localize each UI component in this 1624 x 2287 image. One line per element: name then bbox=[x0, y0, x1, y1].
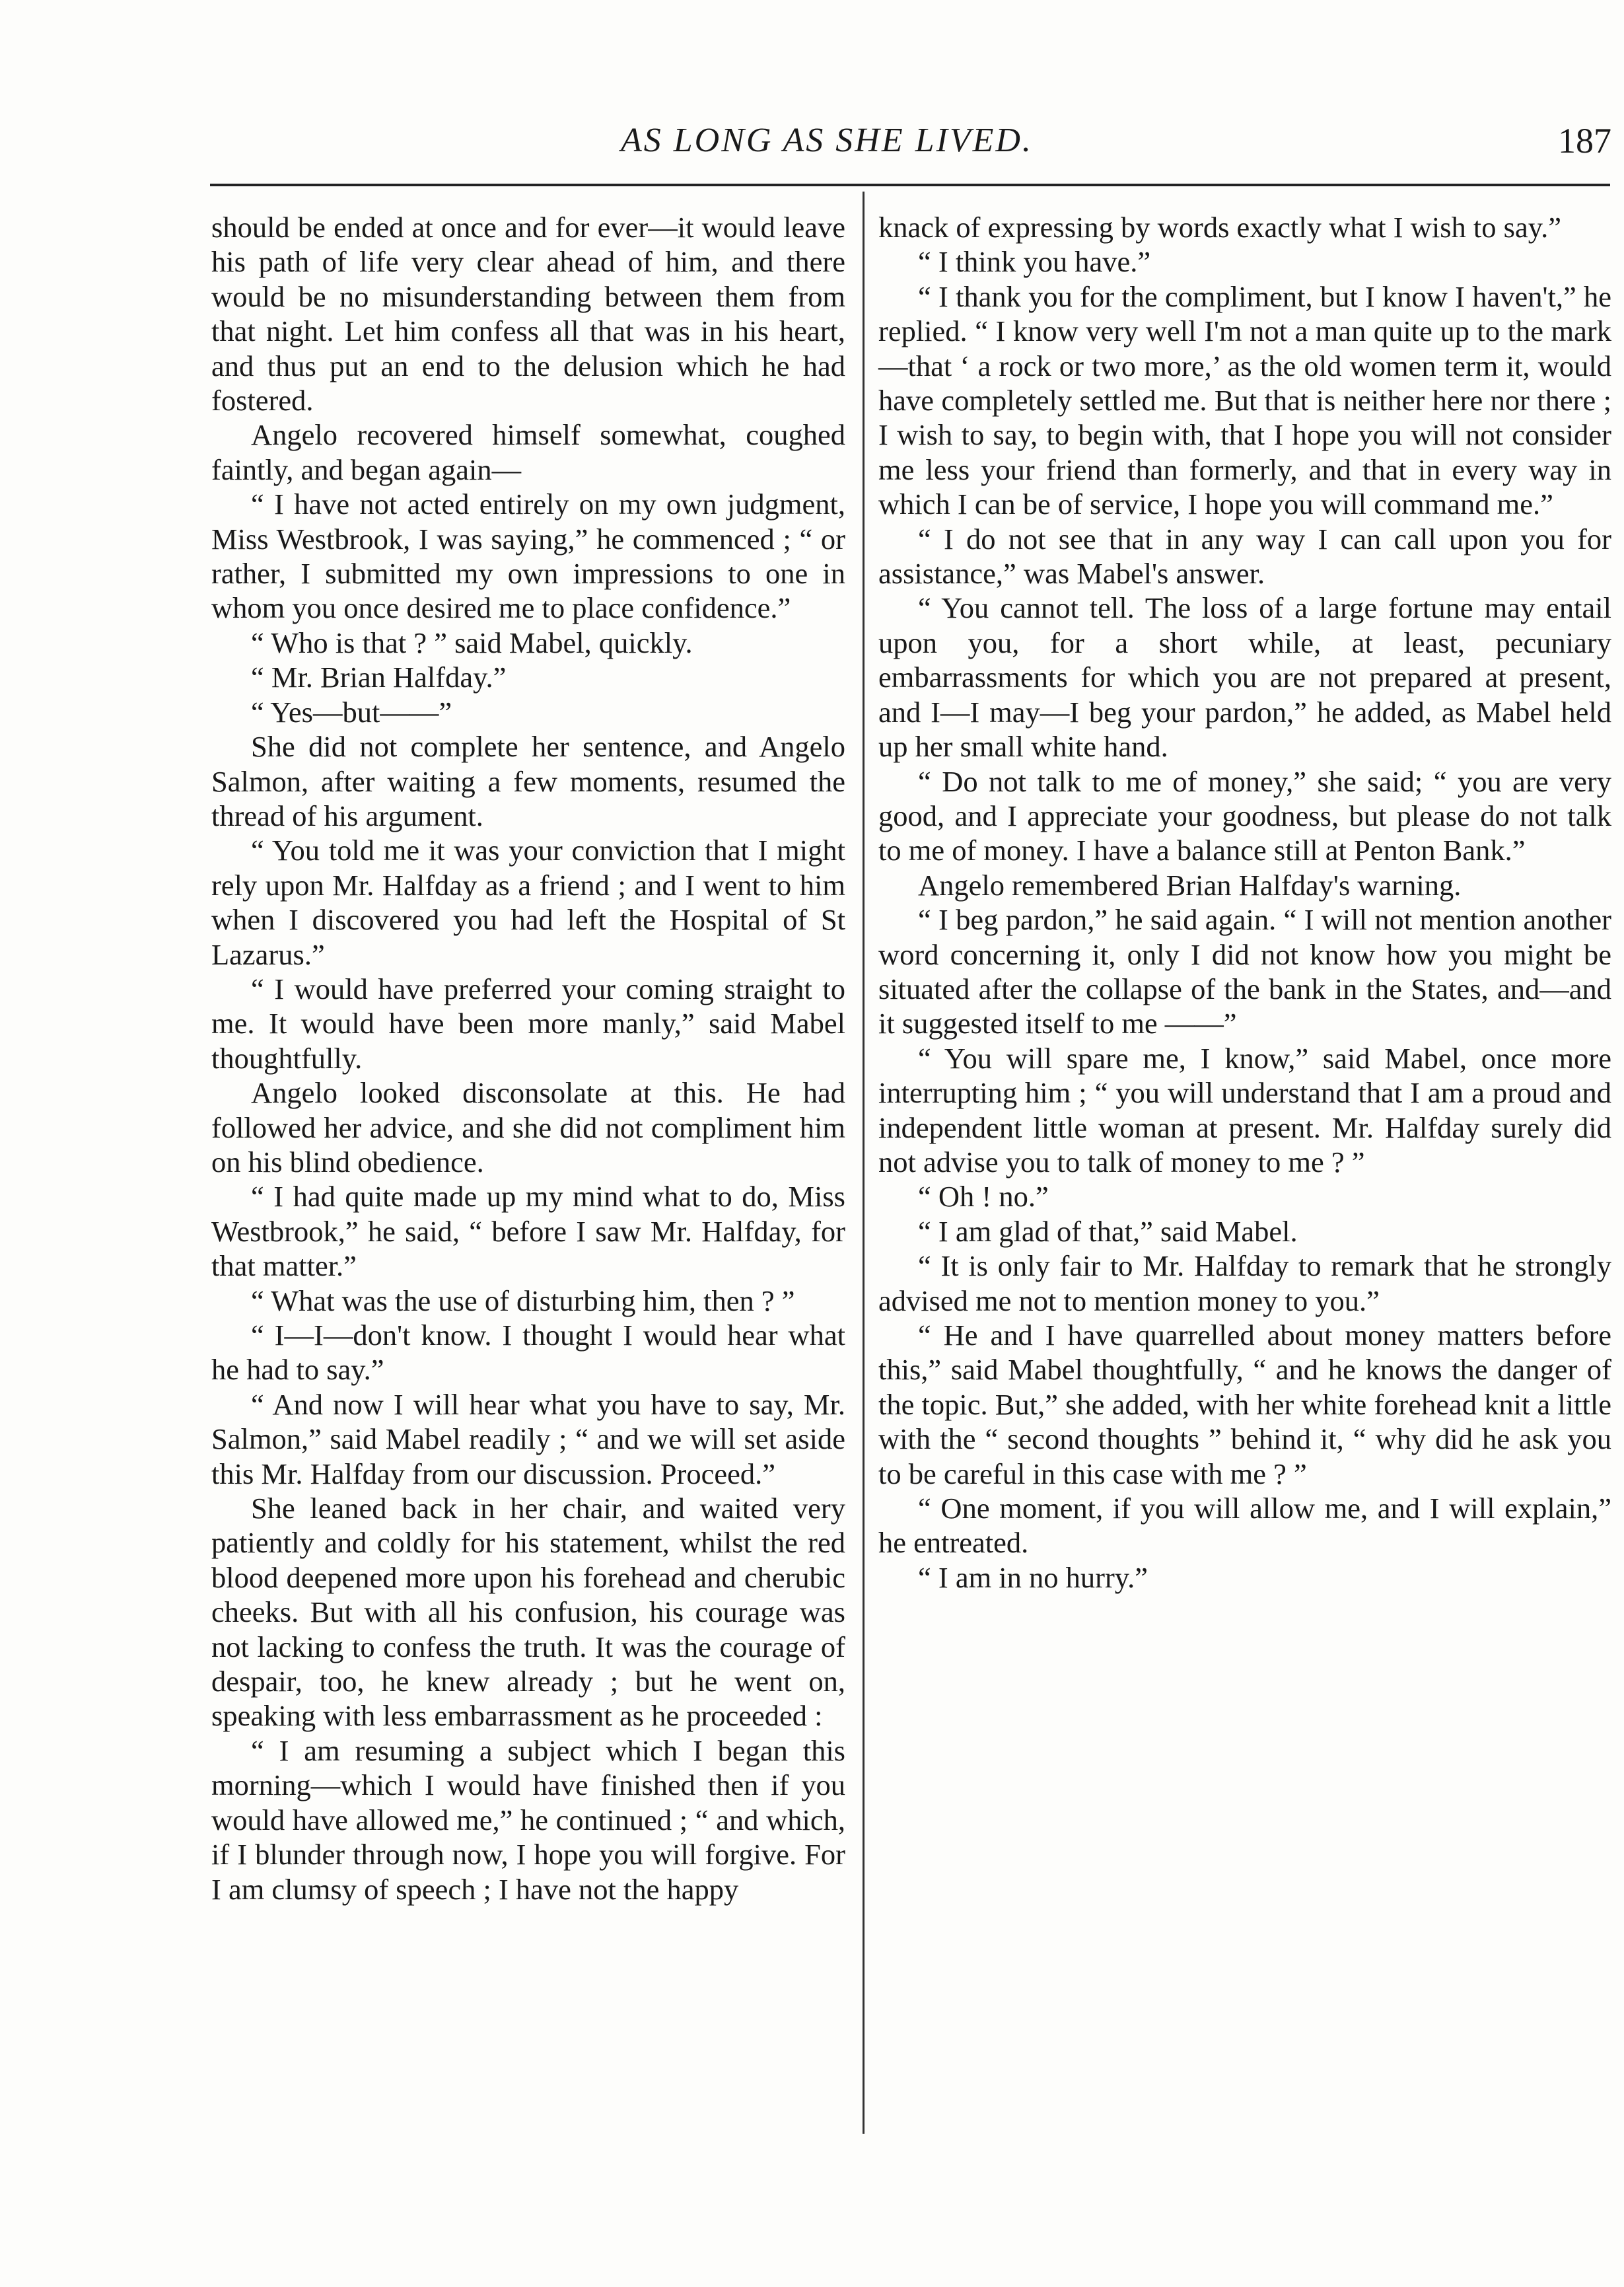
paragraph: “ I beg pardon,” he said again. “ I will not mention another word concerning it, only I did not know how you might be situated after the collapse of the bank in the States, and—and it suggested itself to me ——” bbox=[878, 903, 1611, 1040]
paragraph: “ I thank you for the compliment, but I know I haven't,” he replied. “ I know very well I'm not a man quite up to the mark—that ‘ a rock or two more,’ as the old women term it, would have completely settled me. But that is neither here nor there ; I wish to say, to begin with, that I hope you will not consider me less your friend than formerly, and that in every way in which I can be of service, I hope you will command me.” bbox=[878, 279, 1611, 521]
paragraph: should be ended at once and for ever—it would leave his path of life very clear ahead of him, and there would be no misunderstanding between them from that night. Let him confess all that was in his heart, and thus put an end to the delusion which he had fostered. bbox=[211, 211, 845, 417]
paragraph: “ You will spare me, I know,” said Mabel, once more interrupting him ; “ you will understand that I am a proud and independent little woman at present. Mr. Halfday surely did not advise you to talk of money to me ? ” bbox=[878, 1041, 1611, 1179]
column-divider bbox=[863, 192, 865, 2134]
paragraph: “ And now I will hear what you have to say, Mr. Salmon,” said Mabel readily ; “ and we will set aside this Mr. Halfday from our discussion. Proceed.” bbox=[211, 1387, 845, 1490]
paragraph: knack of expressing by words exactly what I wish to say.” bbox=[878, 211, 1561, 244]
paragraph: “ I think you have.” bbox=[918, 245, 1151, 279]
paragraph: “ You told me it was your conviction that I might rely upon Mr. Halfday as a friend ; and I went to him when I discovered you had left the Hospital of St Lazarus.” bbox=[211, 834, 845, 971]
page-number: 187 bbox=[1558, 121, 1611, 161]
paragraph: Angelo looked disconsolate at this. He had followed her advice, and she did not compliment him on his blind obedience. bbox=[211, 1076, 845, 1179]
paragraph: “ I have not acted entirely on my own judgment, Miss Westbrook, I was saying,” he commenced ; “ or rather, I submitted my own impressions to one in whom you once desired me to place confidence.” bbox=[211, 488, 845, 625]
header-rule bbox=[210, 184, 1610, 186]
paragraph: “ Yes—but——” bbox=[251, 695, 452, 729]
right-column bbox=[878, 210, 1611, 1595]
paragraph: “ Oh ! no.” bbox=[918, 1180, 1049, 1214]
paragraph: “ I had quite made up my mind what to do, Miss Westbrook,” he said, “ before I saw Mr. Halfday, for that matter.” bbox=[211, 1180, 845, 1283]
paragraph: “ I would have preferred your coming straight to me. It would have been more manly,” said Mabel thoughtfully. bbox=[211, 972, 845, 1075]
paragraph: “ He and I have quarrelled about money matters before this,” said Mabel thoughtfully, “ and he knows the danger of the topic. But,” she added, with her white forehead knit a little with the “ second thoughts ” behind it, “ why did he ask you to be careful in this case with me ? ” bbox=[878, 1319, 1611, 1490]
paragraph: “ What was the use of disturbing him, then ? ” bbox=[251, 1284, 795, 1317]
left-column bbox=[211, 210, 845, 1906]
paragraph: “ I—I—don't know. I thought I would hear what he had to say.” bbox=[211, 1319, 845, 1387]
paragraph: “ One moment, if you will allow me, and I will explain,” he entreated. bbox=[878, 1492, 1611, 1560]
paragraph: “ I am in no hurry.” bbox=[918, 1560, 1148, 1594]
paragraph: “ It is only fair to Mr. Halfday to remark that he strongly advised me not to mention money to you.” bbox=[878, 1249, 1611, 1317]
paragraph: She did not complete her sentence, and Angelo Salmon, after waiting a few moments, resumed the thread of his argument. bbox=[211, 730, 845, 832]
paragraph: “ You cannot tell. The loss of a large fortune may entail upon you, for a short while, at least, pecuniary embarrassments for which you are not prepared at present, and I—I may—I beg your pardon,” he added, as Mabel held up her small white hand. bbox=[878, 591, 1611, 764]
paragraph: Angelo recovered himself somewhat, coughed faintly, and began again— bbox=[211, 418, 845, 486]
paragraph: She leaned back in her chair, and waited very patiently and coldly for his statement, whilst the red blood deepened more upon his forehead and cherubic cheeks. But with all his confusion, his courage was not lacking to confess the truth. It was the courage of despair, too, he knew already ; but he went on, speaking with less embarrassment as he proceeded : bbox=[211, 1492, 845, 1733]
paragraph: “ I do not see that in any way I can call upon you for assistance,” was Mabel's answer. bbox=[878, 522, 1611, 591]
paragraph: “ Do not talk to me of money,” she said; “ you are very good, and I appreciate your goodness, but please do not talk to me of money. I have a balance still at Penton Bank.” bbox=[878, 764, 1611, 867]
paragraph: “ I am glad of that,” said Mabel. bbox=[918, 1214, 1298, 1248]
running-title: AS LONG AS SHE LIVED. bbox=[621, 122, 1033, 159]
running-head bbox=[211, 118, 1611, 170]
paragraph: “ Mr. Brian Halfday.” bbox=[251, 661, 507, 694]
paragraph: “ Who is that ? ” said Mabel, quickly. bbox=[251, 626, 693, 659]
paragraph: Angelo remembered Brian Halfday's warning. bbox=[918, 868, 1462, 902]
paragraph: “ I am resuming a subject which I began this morning—which I would have finished then if you would have allowed me,” he continued ; “ and which, if I blunder through now, I hope you will forgive. For I am clumsy of speech ; I have not the happy bbox=[211, 1733, 845, 1906]
